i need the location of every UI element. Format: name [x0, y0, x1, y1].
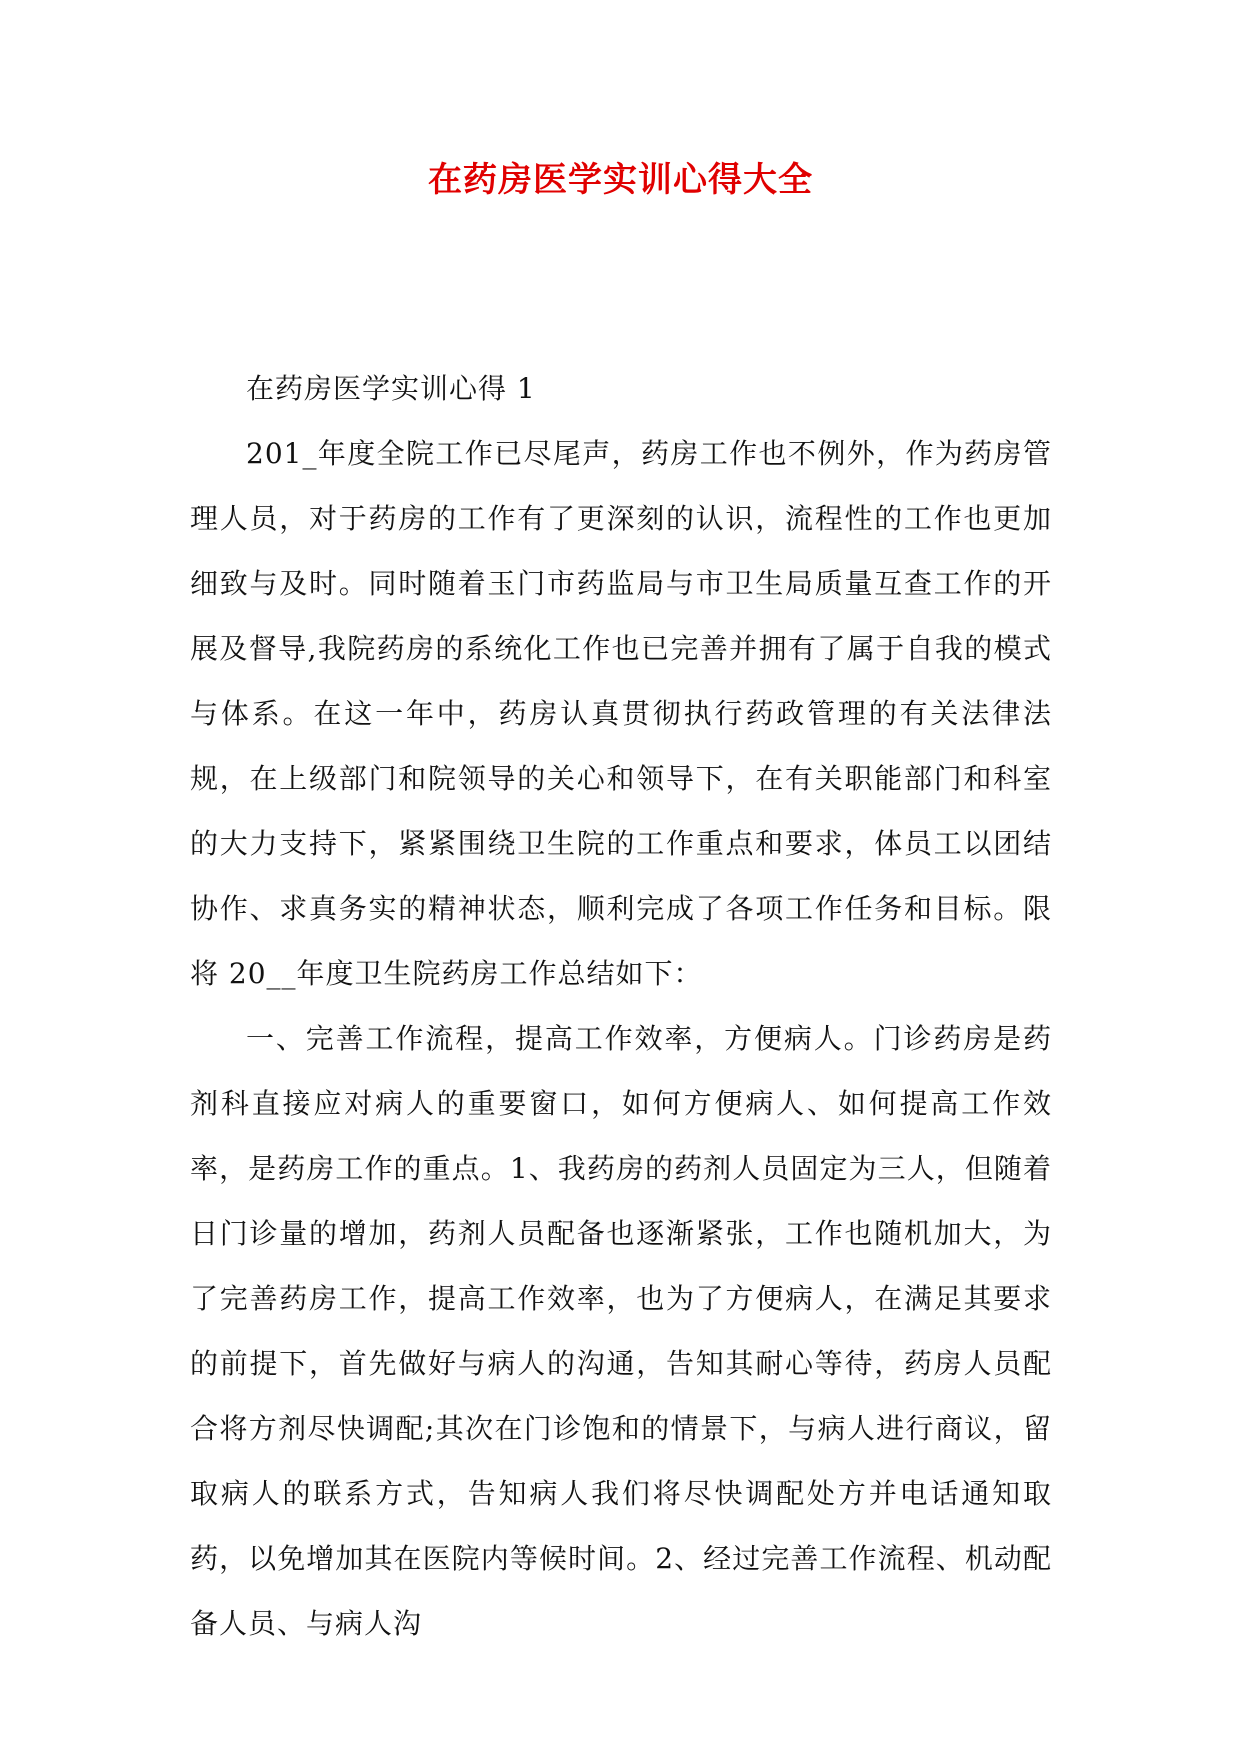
- section-heading: 在药房医学实训心得 1: [246, 372, 536, 405]
- document-title: 在药房医学实训心得大全: [428, 160, 813, 200]
- paragraph-workflow: 一、完善工作流程，提高工作效率，方便病人。门诊药房是药剂科直接应对病人的重要窗口，如何方便病人、如何提高工作效率，是药房工作的重点。1、我药房的药剂人员固定为三人，但随着日门诊量的增加，药剂人员配备也逐渐紧张，工作也随机加大，为了完善药房工作，提高工作效率，也为了方便病人，在满足其要求的前提下，首先做好与病人的沟通，告知其耐心等待，药房人员配合将方剂尽快调配;其次在门诊饱和的情景下，与病人进行商议，留取病人的联系方式，告知病人我们将尽快调配处方并电话通知取药，以免增加其在医院内等候时间。2、经过完善工作流程、机动配备人员、与病人沟: [190, 1022, 1052, 1640]
- paragraph-intro: 201_年度全院工作已尽尾声，药房工作也不例外，作为药房管理人员，对于药房的工作有了更深刻的认识，流程性的工作也更加细致与及时。同时随着玉门市药监局与市卫生局质量互查工作的开展及督导,我院药房的系统化工作也已完善并拥有了属于自我的模式与体系。在这一年中，药房认真贯彻执行药政管理的有关法律法规，在上级部门和院领导的关心和领导下，在有关职能部门和科室的大力支持下，紧紧围绕卫生院的工作重点和要求，体员工以团结协作、求真务实的精神状态，顺利完成了各项工作任务和目标。限将 20__年度卫生院药房工作总结如下：: [190, 437, 1052, 990]
- document-body: [190, 356, 1052, 1656]
